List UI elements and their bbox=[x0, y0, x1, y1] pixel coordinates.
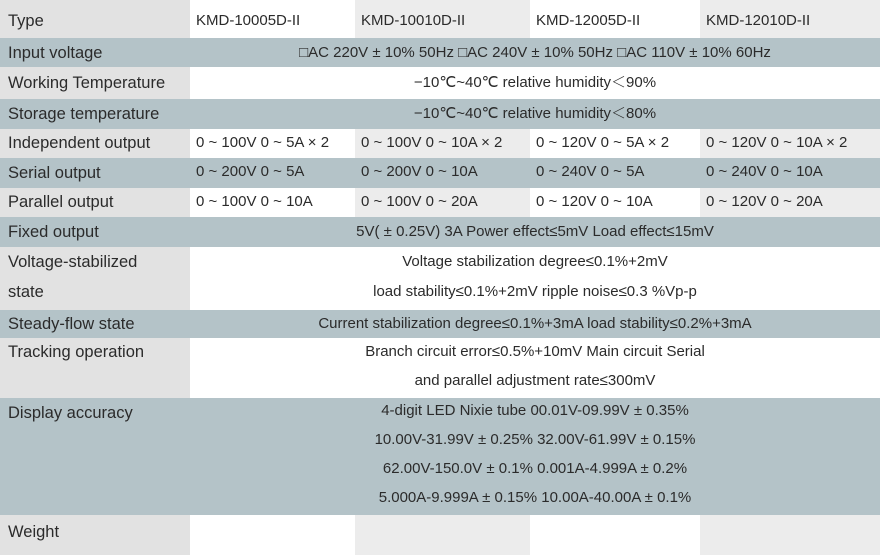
tracking-operation-label-cell bbox=[0, 338, 190, 398]
weight-cell bbox=[530, 515, 700, 555]
weight-cell bbox=[700, 515, 880, 555]
independent-output-value: 0 ~ 100V 0 ~ 10A × 2 bbox=[361, 134, 503, 151]
steady-flow-label: Steady-flow state bbox=[8, 315, 135, 333]
independent-output-cell bbox=[700, 129, 880, 158]
display-accuracy-row bbox=[0, 398, 880, 515]
serial-output-label-cell bbox=[0, 158, 190, 188]
parallel-output-value: 0 ~ 120V 0 ~ 20A bbox=[706, 193, 823, 210]
serial-output-label: Serial output bbox=[8, 164, 101, 182]
display-accuracy-line: 62.00V-150.0V ± 0.1% 0.001A-4.999A ± 0.2% bbox=[382, 460, 688, 477]
serial-output-value: 0 ~ 240V 0 ~ 5A bbox=[536, 163, 645, 180]
type-row bbox=[0, 0, 880, 38]
voltage-stabilized-label-line: Voltage-stabilized bbox=[8, 253, 138, 271]
serial-output-cell bbox=[190, 158, 355, 188]
working-temperature-label: Working Temperature bbox=[8, 74, 166, 92]
storage-temperature-label-cell bbox=[0, 99, 190, 129]
weight-label: Weight bbox=[8, 523, 60, 541]
model-name: KMD-12010D-II bbox=[706, 12, 811, 29]
storage-temperature-row bbox=[0, 99, 880, 129]
input-voltage-row bbox=[0, 38, 880, 67]
model-header-cell bbox=[530, 0, 700, 38]
model-header-cell bbox=[700, 0, 880, 38]
independent-output-row bbox=[0, 129, 880, 158]
steady-flow-label-cell bbox=[0, 310, 190, 338]
parallel-output-value: 0 ~ 100V 0 ~ 10A bbox=[196, 193, 313, 210]
serial-output-value: 0 ~ 240V 0 ~ 10A bbox=[706, 163, 823, 180]
parallel-output-label: Parallel output bbox=[8, 193, 114, 211]
working-temperature-row bbox=[0, 67, 880, 99]
working-temperature-label-cell bbox=[0, 67, 190, 99]
voltage-stabilized-value-line: Voltage stabilization degree≤0.1%+2mV bbox=[402, 253, 668, 270]
voltage-stabilized-label-line: state bbox=[8, 283, 44, 301]
parallel-output-value: 0 ~ 100V 0 ~ 20A bbox=[361, 193, 478, 210]
model-name: KMD-12005D-II bbox=[536, 12, 641, 29]
model-header-cell bbox=[190, 0, 355, 38]
serial-output-cell bbox=[355, 158, 530, 188]
independent-output-value: 0 ~ 120V 0 ~ 5A × 2 bbox=[536, 134, 670, 151]
model-name: KMD-10005D-II bbox=[196, 12, 301, 29]
steady-flow-value: Current stabilization degree≤0.1%+3mA load stability≤0.2%+3mA bbox=[318, 315, 752, 332]
display-accuracy-line: 10.00V-31.99V ± 0.25% 32.00V-61.99V ± 0.15% bbox=[374, 431, 696, 448]
parallel-output-cell bbox=[355, 188, 530, 217]
input-voltage-label: Input voltage bbox=[8, 44, 103, 62]
serial-output-value: 0 ~ 200V 0 ~ 10A bbox=[361, 163, 478, 180]
input-voltage-value: □AC 220V ± 10% 50Hz □AC 240V ± 10% 50Hz □AC 110V ± 10% 60Hz bbox=[299, 44, 771, 61]
working-temperature-value: −10℃~40℃ relative humidity＜90% bbox=[413, 74, 657, 91]
parallel-output-cell bbox=[530, 188, 700, 217]
independent-output-label: Independent output bbox=[8, 134, 151, 152]
storage-temperature-value: −10℃~40℃ relative humidity＜80% bbox=[413, 105, 657, 122]
fixed-output-value: 5V( ± 0.25V) 3A Power effect≤5mV Load effect≤15mV bbox=[356, 223, 714, 240]
display-accuracy-label: Display accuracy bbox=[8, 404, 133, 422]
weight-row bbox=[0, 515, 880, 555]
model-name: KMD-10010D-II bbox=[361, 12, 466, 29]
parallel-output-cell bbox=[700, 188, 880, 217]
weight-cell bbox=[355, 515, 530, 555]
independent-output-cell bbox=[530, 129, 700, 158]
voltage-stabilized-row bbox=[0, 247, 880, 310]
independent-output-label-cell bbox=[0, 129, 190, 158]
display-accuracy-line: 5.000A-9.999A ± 0.15% 10.00A-40.00A ± 0.1% bbox=[378, 489, 692, 506]
display-accuracy-line: 4-digit LED Nixie tube 00.01V-09.99V ± 0.35% bbox=[381, 402, 689, 419]
display-accuracy-label-cell bbox=[0, 398, 190, 515]
tracking-operation-value-line: Branch circuit error≤0.5%+10mV Main circuit Serial bbox=[365, 343, 705, 360]
parallel-output-value: 0 ~ 120V 0 ~ 10A bbox=[536, 193, 653, 210]
independent-output-cell bbox=[355, 129, 530, 158]
independent-output-value: 0 ~ 100V 0 ~ 5A × 2 bbox=[196, 134, 330, 151]
weight-cell bbox=[190, 515, 355, 555]
model-header-cell bbox=[355, 0, 530, 38]
independent-output-value: 0 ~ 120V 0 ~ 10A × 2 bbox=[706, 134, 848, 151]
voltage-stabilized-label-cell bbox=[0, 247, 190, 310]
storage-temperature-label: Storage temperature bbox=[8, 105, 160, 123]
tracking-operation-row bbox=[0, 338, 880, 398]
fixed-output-label: Fixed output bbox=[8, 223, 99, 241]
parallel-output-cell bbox=[190, 188, 355, 217]
independent-output-cell bbox=[190, 129, 355, 158]
tracking-operation-value-line: and parallel adjustment rate≤300mV bbox=[414, 372, 656, 389]
serial-output-value: 0 ~ 200V 0 ~ 5A bbox=[196, 163, 305, 180]
serial-output-cell bbox=[700, 158, 880, 188]
type-label: Type bbox=[8, 12, 44, 30]
type-label-cell bbox=[0, 0, 190, 38]
fixed-output-row bbox=[0, 217, 880, 247]
parallel-output-row bbox=[0, 188, 880, 217]
parallel-output-label-cell bbox=[0, 188, 190, 217]
tracking-operation-label: Tracking operation bbox=[8, 343, 145, 361]
fixed-output-label-cell bbox=[0, 217, 190, 247]
serial-output-row bbox=[0, 158, 880, 188]
voltage-stabilized-value-line: load stability≤0.1%+2mV ripple noise≤0.3 %Vp-p bbox=[373, 283, 697, 300]
steady-flow-row bbox=[0, 310, 880, 338]
serial-output-cell bbox=[530, 158, 700, 188]
weight-label-cell bbox=[0, 515, 190, 555]
input-voltage-label-cell bbox=[0, 38, 190, 67]
